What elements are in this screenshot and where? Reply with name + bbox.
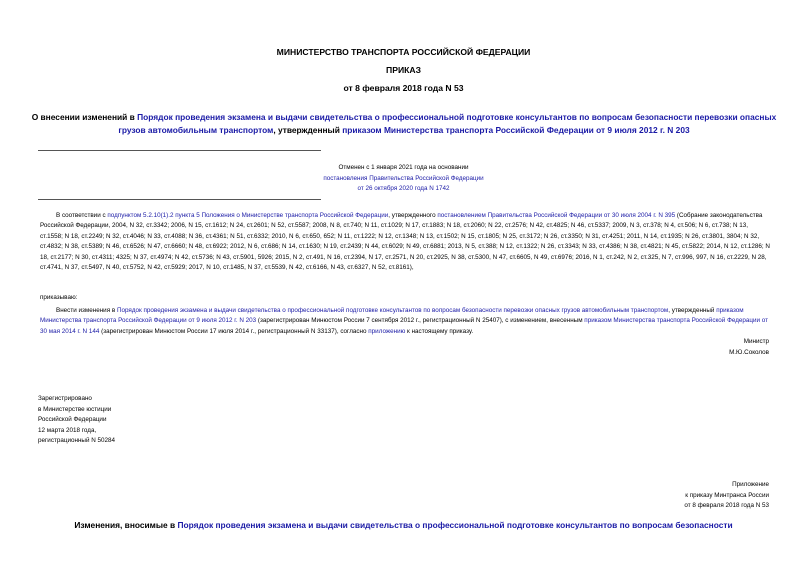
order-original-link[interactable]: приказом Министерства транспорта Российской Федерации от 9 июля 2012 г. N 203	[40, 307, 744, 325]
signature-name: М.Ю.Соколов	[729, 348, 769, 356]
registration-line-2: в Министерстве юстиции	[38, 405, 112, 413]
order-text-1: Внести изменения в	[56, 307, 117, 314]
order-amendment-link[interactable]: приказом Министерства транспорта Российской Федерации от 30 мая 2014 г. N 144	[40, 317, 769, 335]
annulment-decree-link[interactable]: постановления Правительства Российской Федерации	[323, 175, 484, 182]
subject-order-link[interactable]: приказом Министерства транспорта Российской Федерации от 9 июля 2012 г. N 203	[342, 125, 690, 135]
order-paragraph	[40, 306, 772, 337]
preamble-text-1: В соответствии с	[56, 212, 108, 219]
preamble-text-2: , утвержденного	[388, 212, 438, 219]
signature-block	[569, 337, 769, 358]
order-text-2: , утвержденный	[668, 307, 717, 314]
signature-title: Министр	[743, 338, 769, 345]
changes-title-prefix: Изменения, вносимые в	[74, 520, 178, 530]
subject-prefix: О внесении изменений в	[31, 112, 138, 122]
annulment-line-1: Отменен с 1 января 2021 года на основании	[338, 164, 469, 171]
subject-middle: , утвержденный	[273, 125, 343, 135]
order-label: приказываю:	[40, 294, 78, 301]
registration-line-3: Российской Федерации	[38, 416, 107, 423]
order-text-5: к настоящему приказу.	[405, 327, 474, 335]
preamble-text-3: (Собрание законодательства Российской Федерации, 2004, N 32, ст.3342; 2006, N 15, ст.1612; N 24, ст.2601; N 52, ст.5587; 2008, N 8, ст.740; N 11, ст.1029; N 17, ст.1883; N 18, ст.2060; N 22, ст.2576; N 42, ст.4825; N 46, ст.5337; 2009, N 3, ст.378; N 4, ст.506; N 6, ст.738; N 13, ст.1558; N 18, ст.2249; N 32, ст.4046; N 33, ст.4088; N 36, ст.4361; N 51, ст.6332; 2010, N 6, ст.650, 652; N 11, ст.1222; N 12, ст.1348; N 13, ст.1502; N 15, ст.1805; N 25, ст.3172; N 26, ст.3350; N 31, ст.4251; 2011, N 14, ст.1935; N 26, ст.3801, 3804; N 32, ст.4832; N 38, ст.5389; N 46, ст.6526; N 47, ст.6660; N 48, ст.6922; 2012, N 6, ст.686; N 14, ст.1630; N 19, ст.2439; N 44, ст.6029; N 49, ст.6881; 2013, N 5, ст.388; N 12, ст.1322; N 26, ст.3343; N 33, ст.4386; N 38, ст.4821; N 45, ст.5822; 2014, N 12, ст.1286; N 18, ст.2177; N 30, ст.4311; 4325; N 37, ст.4974; N 42, ст.5736; N 43, ст.5901, 5926; 2015, N 2, ст.491, N 16, ст.2394, N 17, ст.2571, N 20, ст.2925, N 38, ст.5300, N 47, ст.6605, N 49, ст.6976; 2016, N 1, ст.242, N 2, ст.325, N 7, ст.996, 997, N 16, ст.2229, N 28, ст.4741, N 37, ст.5497, N 40, ст.5752, N 42, ст.5929; 2017, N 10, ст.1485, N 37, ст.5539, N 42, ст.6166, N 43, ст.6327, N 52, ст.8161),	[40, 212, 770, 272]
document-subject	[30, 111, 778, 137]
preamble-decree-link[interactable]: постановлением Правительства Российской Федерации от 30 июля 2004 г. N 395	[437, 212, 676, 219]
order-procedure-link[interactable]: Порядок проведения экзамена и выдачи свидетельства о профессиональной подготовке консультантов по вопросам безопасности перевозки опасных грузов автомобильным транспортом	[116, 307, 669, 314]
appendix-block	[529, 480, 769, 512]
doc-type: ПРИКАЗ	[386, 65, 421, 75]
changes-title	[0, 520, 807, 530]
registration-line-1: Зарегистрировано	[38, 395, 92, 402]
divider-bottom	[38, 199, 321, 200]
doc-date-number: от 8 февраля 2018 года N 53	[343, 83, 464, 93]
changes-title-link[interactable]: Порядок проведения экзамена и выдачи свидетельства о профессиональной подготовке консультантов по вопросам безопасности	[177, 520, 733, 530]
annulment-decree-date-link[interactable]: от 26 октября 2020 года N 1742	[357, 185, 450, 192]
order-appendix-link[interactable]: приложению	[368, 327, 406, 335]
subject-procedure-link[interactable]: Порядок проведения экзамена и выдачи свидетельства о профессиональной подготовке консультантов по вопросам безопасности перевозки опасных грузов автомобильным транспортом	[118, 112, 777, 135]
registration-line-4: 12 марта 2018 года,	[38, 426, 97, 434]
registration-line-5: регистрационный N 50284	[38, 437, 116, 444]
order-text-3: (зарегистрирован Минюстом России 7 сентября 2012 г., регистрационный N 25407), с изменением, внесенным	[256, 317, 585, 325]
appendix-line-2: к приказу Минтранса России	[685, 491, 769, 499]
preamble-regulation-link[interactable]: подпунктом 5.2.10(1).2 пункта 5 Положения о Министерстве транспорта Российской Федерации	[107, 212, 389, 219]
ministry-title: МИНИСТЕРСТВО ТРАНСПОРТА РОССИЙСКОЙ ФЕДЕРАЦИИ	[276, 47, 531, 57]
preamble-paragraph	[40, 211, 772, 273]
appendix-line-1: Приложение	[732, 481, 769, 488]
divider-top	[38, 150, 321, 151]
appendix-line-3: от 8 февраля 2018 года N 53	[684, 502, 769, 509]
registration-block	[38, 394, 238, 447]
order-text-4: (зарегистрирован Минюстом России 17 июля 2014 г., регистрационный N 33137), согласно	[99, 327, 369, 335]
